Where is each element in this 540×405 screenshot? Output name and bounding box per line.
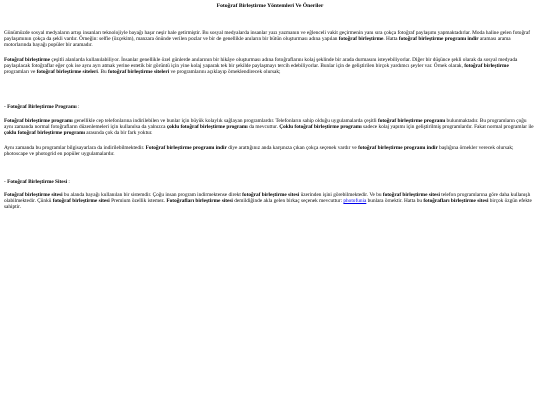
text: bu alanda bayağı kullanılan bir sistemdir. Çoğu insan program indirmektense direkt (62, 192, 243, 198)
text: başlığına örnekler verecek olursak; photoscape ve photogrid en popüler uygulamalardır. (4, 145, 514, 158)
usage-paragraph (4, 57, 534, 76)
heading-suffix: : (76, 104, 80, 110)
keyword: Fotoğrafları birleştirme sitesi (166, 198, 233, 205)
intro-paragraph (4, 30, 534, 49)
text: . Bu (97, 69, 108, 76)
keyword: çoklu fotoğraf birleştirme programı (4, 130, 85, 137)
section-heading-sites (4, 179, 70, 185)
text: da mevcuttur. (247, 124, 280, 131)
programs-paragraph-2 (4, 145, 534, 157)
text: Premium özellik istemez. (109, 198, 167, 205)
keyword: fotoğraf birleştirme sitesi (242, 192, 300, 198)
text: Günümüzde sosyal medyaların artışı insanları teknolojiyle bayağı haşır neşir hale getirmiştir. Bu sosyal medyalarda insanlar yazı yazmanın ve eğlenceli vakit geçirmenin yanı sıra çokça fotoğraf paylaşımı yapmaktadırlar. Moda haline gelen fotoğraf paylaşımının çokça da şekli vardır. Örneğin: selfie (özçekim), manzara önünde verilen pozlar ve bir de genellikle anıların bir bütün oluşturması adına yapılan (4, 30, 530, 43)
programs-paragraph-1 (4, 118, 534, 137)
heading-prefix: - (4, 179, 8, 185)
text: Aynı zamanda bu programlar bilgisayarlara da indirilebilmektedir. (4, 145, 146, 151)
section-heading-programs (4, 104, 80, 110)
text: üzerinden işini görebilmektedir. Ve bu (299, 192, 383, 198)
text: birçok özgün efekte sahiptir. (4, 198, 532, 211)
heading-text: Fotoğraf Birleştirme Sitesi (7, 179, 68, 185)
photofunia-link[interactable]: photofunia (343, 198, 367, 205)
text: genellikle cep telefonlarına indirilebilen ve bunlar için büyük kolaylık sağlayan programlardır. Telefonların sahip olduğu uygulamalarda çeşitli (72, 118, 378, 124)
keyword: fotoğraf birleştirme siteleri (36, 69, 98, 76)
text: araması arama motorlarında bayağı popüler bir aramadır. (4, 36, 511, 49)
heading-text: Fotoğraf Birleştirme Programı (7, 104, 77, 110)
text: bunlara örnektir. Hatta bu (366, 198, 424, 205)
keyword: fotoğraf birleştirme programı (377, 118, 446, 124)
keyword: fotoğrafları birleştirme sitesi (423, 198, 489, 205)
keyword: fotoğraf birleştirme siteleri (108, 69, 170, 76)
keyword: fotoğraf birleştirme programı indir (398, 36, 479, 43)
text: sadece kolaj yapımı için geliştirilmiş programlardır. Fakat normal programlar ile (361, 124, 534, 131)
keyword: Fotoğraf birleştirme (4, 57, 51, 63)
keyword: fotoğraf birleştirme sitesi (52, 198, 110, 205)
keyword: Fotoğraf birleştirme programı indir (145, 145, 227, 151)
text: ve programlarını açıklayıp örneklendirecek olursak; (169, 69, 281, 76)
keyword: fotoğraf birleştirme programı indir (358, 145, 438, 151)
page-title: Fotoğraf Birleştirme Yöntemleri Ve Öneriler (216, 3, 324, 9)
sites-paragraph (4, 192, 534, 211)
text: demildiğinde akla gelen birkaç seçenek mevcuttur: (232, 198, 344, 205)
keyword: fotoğraf birleştirme (464, 63, 509, 70)
text: programları ve (4, 69, 37, 76)
text: telefon programlarına göre daha kullanışlı olabilmektedir. Çünkü (4, 192, 531, 205)
text: . Hatta (383, 36, 399, 43)
keyword: Fotoğraf birleştirme programı (4, 118, 73, 124)
keyword: Fotoğraf birleştirme sitesi (4, 192, 63, 198)
text: bulunmaktadır. Bu programların çoğu aynı zamanda normal fotoğrafların düzenlemeleri için kullanılsa da yalnızca (4, 118, 527, 131)
heading-prefix: - (4, 104, 8, 110)
text: çeşitli alanlarda kullanılabiliyor. İnsanlar genellikle özel günlerde anılarının bir hikâye oluşturması adına fotoğraflarını kolaj şeklinde bir arada durmasını isteyebiliyorlar. Diğer bir düşünce şekli olarak da sosyal medyada paylaşılacak fotoğraflar eğer çok ise aynı ayrı atmak yerine estetik bir görüntü için yine kolaj yaparak tek bir şekilde paylaşmayı tercih edebiliyorlar. Bunlar için de geliştirilen birçok yardımcı şeyler var. Örnek olarak, (4, 57, 518, 70)
keyword: Çoklu fotoğraf birleştirme programı (279, 124, 362, 131)
keyword: çoklu fotoğraf birleştirme programı (166, 124, 248, 131)
keyword: fotoğraf birleştirme sitesi (382, 192, 440, 198)
keyword: fotoğraf birleştirme (338, 36, 384, 43)
heading-suffix: : (67, 179, 70, 185)
text: diye arattığınız anda karşınıza çıkan çokça seçenek vardır ve (226, 145, 359, 151)
text: arasında çok da bir fark yoktur. (84, 130, 153, 137)
